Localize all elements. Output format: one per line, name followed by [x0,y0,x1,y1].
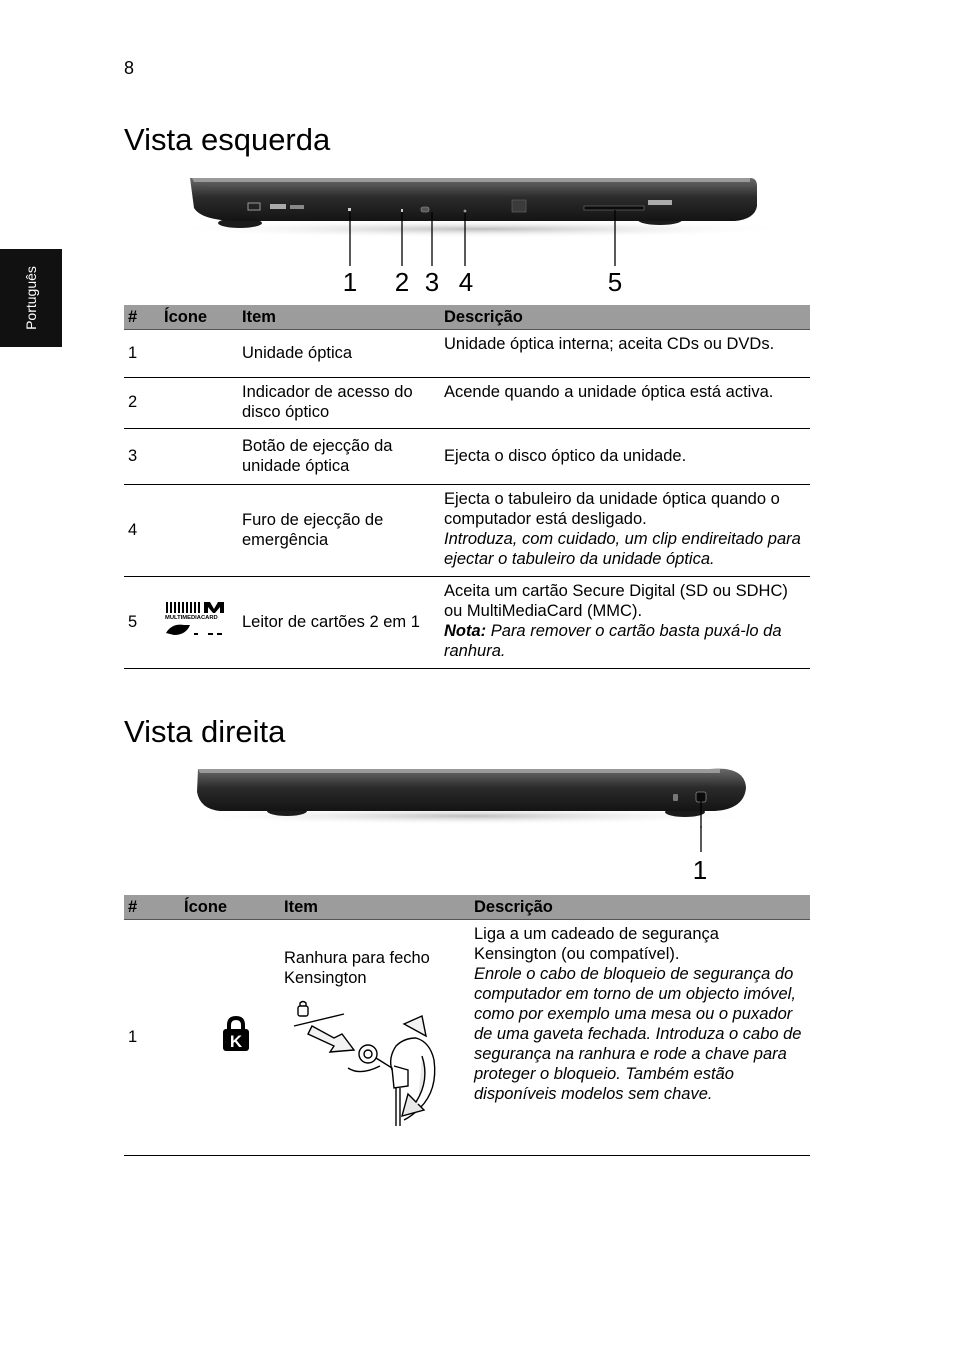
row-item: Indicador de acesso do disco óptico [238,378,440,429]
header-icon: Ícone [160,305,238,330]
table-row [124,920,810,1156]
section-title-left-view: Vista esquerda [124,122,331,157]
header-desc: Descrição [470,895,810,920]
row-icon [160,330,238,378]
row-desc: Ejecta o disco óptico da unidade. [440,429,810,485]
row-num: 1 [124,920,172,1156]
right-view-table [124,895,810,1156]
row-num: 1 [124,330,160,378]
callout-5: 5 [607,267,623,297]
language-tab [0,249,62,347]
header-item: Item [238,305,440,330]
table-header-row [124,895,810,920]
callout-leader-lines-left [150,242,790,268]
row-desc-note: Introduza, com cuidado, um clip endireitado para ejectar o tabuleiro da unidade óptica. [444,530,801,568]
row-num: 5 [124,577,160,669]
row-num: 2 [124,378,160,429]
kensington-lock-icon [221,1015,251,1053]
row-desc [440,577,810,669]
row-num: 3 [124,429,160,485]
row-icon [160,378,238,429]
page-number: 8 [124,58,135,78]
left-view-table [124,305,810,669]
row-desc-main: Aceita um cartão Secure Digital (SD ou SDHC) ou MultiMediaCard (MMC). [444,582,788,620]
table-row [124,577,810,669]
row-icon [160,485,238,577]
row-desc-note: Enrole o cabo de bloqueio de segurança do computador em torno de um objecto imóvel, como por exemplo uma mesa ou o puxador de uma gaveta fechada. Introduza o cabo de segurança na ranhura e rode a chave para proteger o bloqueio. Também estão disponíveis modelos sem chave. [474,965,802,1103]
row-item: Unidade óptica [238,330,440,378]
row-num: 4 [124,485,160,577]
row-item-label: Ranhura para fecho Kensington [284,949,430,987]
table-row [124,429,810,485]
callout-4: 4 [458,267,474,297]
header-desc: Descrição [440,305,810,330]
callout-1: 1 [692,855,708,885]
callout-2: 2 [394,267,410,297]
table-row [124,330,810,378]
callout-leader-line-right [700,826,704,854]
row-desc: Acende quando a unidade óptica está activa. [440,378,810,429]
callout-1: 1 [342,267,358,297]
row-desc: Unidade óptica interna; aceita CDs ou DVDs. [440,330,810,378]
header-icon: Ícone [172,895,280,920]
language-tab-label: Português [23,266,39,330]
kensington-lock-diagram-icon [284,998,444,1128]
kensington-icon-letter: K [229,1032,243,1051]
table-row [124,485,810,577]
row-item: Leitor de cartões 2 em 1 [238,577,440,669]
row-item: Furo de ejecção de emergência [238,485,440,577]
mmc-icon-text: MULTIMEDIACARD [165,615,218,621]
row-icon [160,429,238,485]
row-icon [172,920,280,1156]
row-desc-main: Ejecta o tabuleiro da unidade óptica quando o computador está desligado. [444,490,780,528]
row-desc-note-container [444,621,806,661]
table-header-row [124,305,810,330]
header-num: # [124,305,160,330]
laptop-left-side-illustration [150,172,790,242]
row-item [280,920,470,1156]
row-desc-main: Liga a um cadeado de segurança Kensington (ou compatível). [474,925,719,963]
row-item: Botão de ejecção da unidade óptica [238,429,440,485]
row-desc [470,920,810,1156]
row-desc [440,485,810,577]
row-icon [160,577,238,669]
section-title-right-view: Vista direita [124,714,286,749]
header-item: Item [280,895,470,920]
table-row [124,378,810,429]
row-desc-note: Para remover o cartão basta puxá-lo da ranhura. [444,622,782,660]
sd-mmc-card-icon [164,600,230,638]
row-desc-note-label: Nota: [444,622,487,640]
header-num: # [124,895,172,920]
laptop-right-side-illustration [170,762,770,828]
callout-3: 3 [424,267,440,297]
